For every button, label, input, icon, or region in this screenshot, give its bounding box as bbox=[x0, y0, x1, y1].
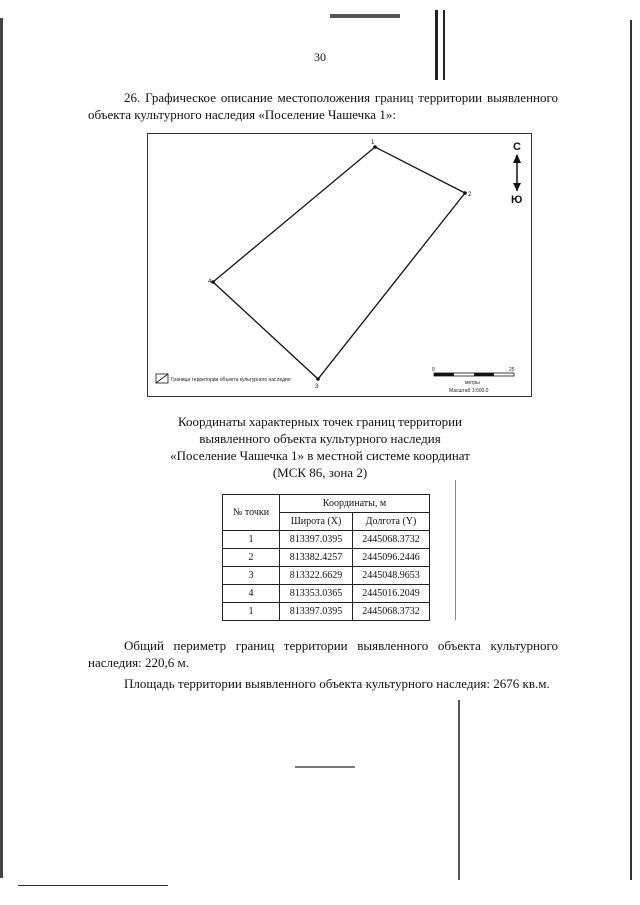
scan-artifact bbox=[295, 766, 355, 768]
cell-x: 813382.4257 bbox=[280, 549, 353, 567]
caption-line-1: Координаты характерных точек границ территории bbox=[178, 414, 462, 429]
vertex-2 bbox=[463, 191, 467, 195]
vertex-4 bbox=[211, 280, 215, 284]
cell-point: 3 bbox=[223, 567, 280, 585]
scale-tick-0: 0 bbox=[432, 367, 435, 373]
cell-y: 2445096.2446 bbox=[353, 549, 430, 567]
legend-label: Граница территории объекта культурного наследия bbox=[171, 377, 291, 383]
caption-line-3: «Поселение Чашечка 1» в местной системе координат bbox=[170, 448, 470, 463]
boundary-map bbox=[147, 133, 532, 398]
compass-north-label: С bbox=[513, 141, 521, 153]
vertex-label-3: 3 bbox=[315, 384, 319, 390]
cell-x: 813397.0395 bbox=[280, 603, 353, 621]
page-number: 30 bbox=[314, 50, 326, 64]
coordinates-table bbox=[222, 494, 430, 621]
cell-y: 2445068.3732 bbox=[353, 603, 430, 621]
scan-artifact bbox=[455, 480, 456, 620]
scan-artifact bbox=[330, 14, 400, 18]
header-y: Долгота (Y) bbox=[353, 513, 430, 531]
cell-y: 2445048.9653 bbox=[353, 567, 430, 585]
section-heading: 26. Графическое описание местоположения границ территории выявленного объекта культурного наследия «Поселение Чашечка 1»: bbox=[88, 90, 558, 122]
scan-artifact bbox=[18, 885, 168, 886]
cell-point: 1 bbox=[223, 531, 280, 549]
cell-point: 2 bbox=[223, 549, 280, 567]
cell-y: 2445016.2049 bbox=[353, 585, 430, 603]
cell-point: 1 bbox=[223, 603, 280, 621]
table-caption bbox=[0, 413, 640, 481]
cell-y: 2445068.3732 bbox=[353, 531, 430, 549]
table-row bbox=[223, 567, 430, 585]
cell-x: 813322.6629 bbox=[280, 567, 353, 585]
cell-point: 4 bbox=[223, 585, 280, 603]
cell-x: 813353.0365 bbox=[280, 585, 353, 603]
scale-ratio: Масштаб 1:600.0 bbox=[449, 388, 489, 394]
table-row bbox=[223, 531, 430, 549]
header-point-number: № точки bbox=[223, 495, 280, 531]
map-frame bbox=[148, 134, 532, 397]
vertex-label-4: 4 bbox=[208, 279, 212, 285]
table-row bbox=[223, 603, 430, 621]
scan-artifact bbox=[443, 10, 445, 80]
area-paragraph: Площадь территории выявленного объекта культурного наследия: 2676 кв.м. bbox=[124, 676, 550, 691]
vertex-label-1: 1 bbox=[371, 140, 375, 146]
caption-line-2: выявленного объекта культурного наследия bbox=[199, 431, 441, 446]
header-coordinates: Координаты, м bbox=[280, 495, 430, 513]
cell-x: 813397.0395 bbox=[280, 531, 353, 549]
scale-unit: метры bbox=[465, 380, 480, 386]
caption-line-4: (МСК 86, зона 2) bbox=[272, 465, 368, 480]
scan-artifact bbox=[458, 700, 460, 880]
perimeter-paragraph: Общий периметр границ территории выявленного объекта культурного наследия: 220,6 м. bbox=[88, 638, 558, 670]
table-row bbox=[223, 585, 430, 603]
scale-tick-25: 25 bbox=[509, 367, 515, 373]
table-row bbox=[223, 549, 430, 567]
vertex-label-2: 2 bbox=[468, 192, 472, 198]
header-x: Широта (X) bbox=[280, 513, 353, 531]
compass-south-label: Ю bbox=[511, 194, 523, 206]
vertex-3 bbox=[316, 377, 320, 381]
scan-artifact bbox=[435, 10, 438, 80]
